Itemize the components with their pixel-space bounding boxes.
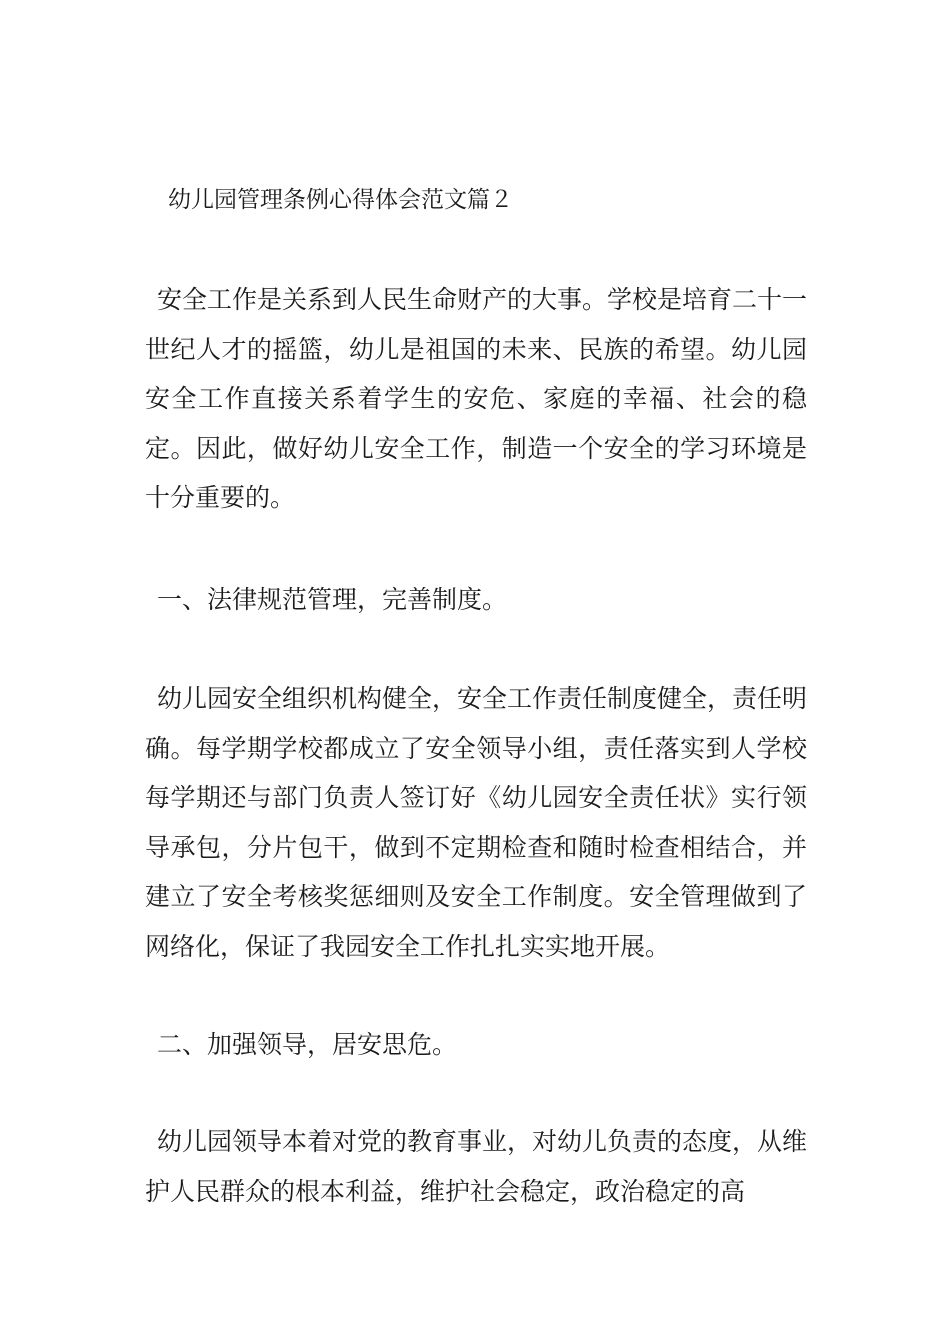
section-heading-1: 一、法律规范管理，完善制度。 bbox=[157, 585, 508, 614]
document-title: 幼儿园管理条例心得体会范文篇２ bbox=[168, 187, 513, 213]
paragraph-section-1: 幼儿园安全组织机构健全，安全工作责任制度健全，责任明确。每学期学校都成立了安全领导小组，责任落实到人学校每学期还与部门负责人签订好《幼儿园安全责任状》实行领导承包，分片包干，做到不定期检查和随时检查相结合，并建立了安全考核奖惩细则及安全工作制度。安全管理做到了网络化，保证了我园安全工作扎扎实实地开展。 bbox=[145, 684, 808, 961]
section-heading-2: 二、加强领导，居安思危。 bbox=[157, 1030, 458, 1059]
paragraph-section-2: 幼儿园领导本着对党的教育事业，对幼儿负责的态度，从维护人民群众的根本利益，维护社会稳定，政治稳定的高 bbox=[145, 1127, 808, 1206]
paragraph-intro: 安全工作是关系到人民生命财产的大事。学校是培育二十一世纪人才的摇篮，幼儿是祖国的未来、民族的希望。幼儿园安全工作直接关系着学生的安危、家庭的幸福、社会的稳定。因此，做好幼儿安全工作，制造一个安全的学习环境是十分重要的。 bbox=[145, 285, 808, 512]
